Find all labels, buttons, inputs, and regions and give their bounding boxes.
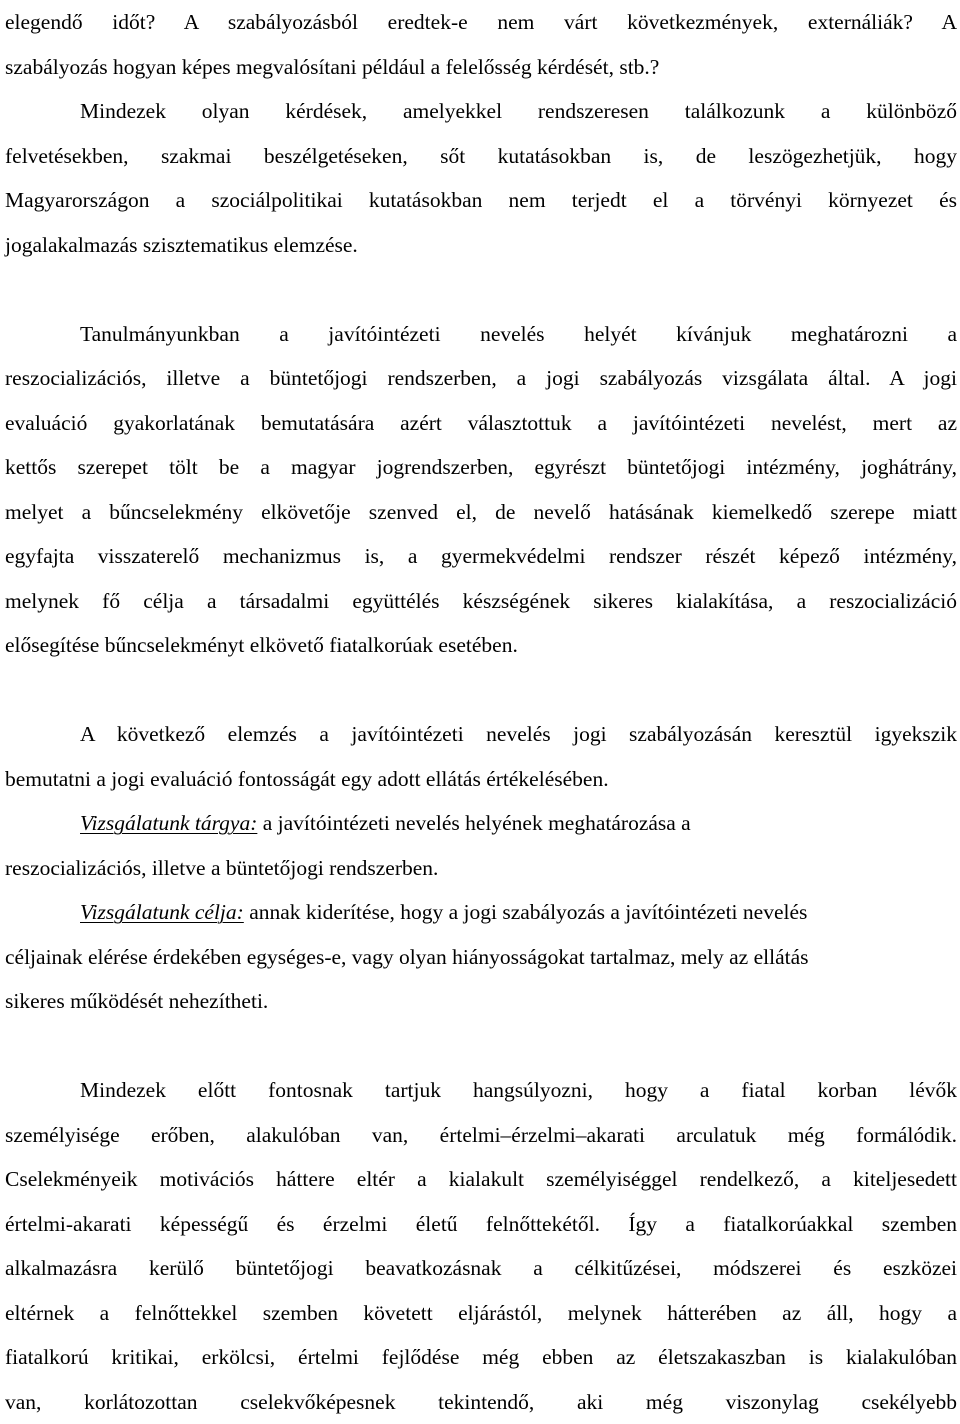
subject-label: Vizsgálatunk tárgya: [80,811,257,835]
paragraph-spacer [5,1024,957,1069]
paragraph-7 [5,1068,957,1424]
paragraph-2 [5,89,957,267]
text-line: egyfajta visszaterelő mechanizmus is, a gyermekvédelmi rendszer részét képező intézmény, [5,534,957,579]
paragraph-5 [5,801,957,890]
subject-text: a javítóintézeti nevelés helyének meghatározása a [257,811,690,835]
paragraph-spacer [5,267,957,312]
text-line: jogalakalmazás szisztematikus elemzése. [5,223,957,268]
paragraph-1 [5,0,957,89]
text-line [5,801,957,846]
text-line: elegendő időt? A szabályozásból eredtek-e nem várt következmények, externáliák? A [5,0,957,45]
text-line: céljainak elérése érdekében egységes-e, vagy olyan hiányosságokat tartalmaz, mely az ellátás [5,935,957,980]
text-line: eltérnek a felnőttekkel szemben követett eljárástól, melynek hátterében az áll, hogy a [5,1291,957,1336]
paragraph-4 [5,712,957,801]
text-line: fiatalkorú kritikai, erkölcsi, értelmi fejlődése még ebben az életszakaszban is kialakulóban [5,1335,957,1380]
text-line: értelmi-akarati képességű és érzelmi életű felnőttekétől. Így a fiatalkorúakkal szemben [5,1202,957,1247]
text-line: evaluáció gyakorlatának bemutatására azért választottuk a javítóintézeti nevelést, mert az [5,401,957,446]
document-page [5,0,957,1424]
text-line: személyisége erőben, alakulóban van, értelmi–érzelmi–akarati arculatuk még formálódik. [5,1113,957,1158]
text-line: kettős szerepet tölt be a magyar jogrendszerben, egyrészt büntetőjogi intézmény, joghátrány, [5,445,957,490]
text-line: felvetésekben, szakmai beszélgetéseken, sőt kutatásokban is, de leszögezhetjük, hogy [5,134,957,179]
text-line: A következő elemzés a javítóintézeti nevelés jogi szabályozásán keresztül igyekszik [5,712,957,757]
goal-label: Vizsgálatunk célja: [80,900,244,924]
paragraph-6 [5,890,957,1024]
text-line: Mindezek olyan kérdések, amelyekkel rendszeresen találkozunk a különböző [5,89,957,134]
text-line: van, korlátozottan cselekvőképesnek tekintendő, aki még viszonylag csekélyebb [5,1380,957,1424]
text-line: melynek fő célja a társadalmi együttélés készségének sikeres kialakítása, a reszocializáció [5,579,957,624]
paragraph-spacer [5,668,957,713]
text-line: Tanulmányunkban a javítóintézeti nevelés helyét kívánjuk meghatározni a [5,312,957,357]
text-line: reszocializációs, illetve a büntetőjogi rendszerben, a jogi szabályozás vizsgálata által. A jogi [5,356,957,401]
goal-text: annak kiderítése, hogy a jogi szabályozás a javítóintézeti nevelés [244,900,808,924]
text-line [5,890,957,935]
text-line: Cselekményeik motivációs háttere eltér a kialakult személyiséggel rendelkező, a kiteljesedett [5,1157,957,1202]
text-line: elősegítése bűncselekményt elkövető fiatalkorúak esetében. [5,623,957,668]
paragraph-3 [5,312,957,668]
text-line: Magyarországon a szociálpolitikai kutatásokban nem terjedt el a törvényi környezet és [5,178,957,223]
text-line: szabályozás hogyan képes megvalósítani például a felelősség kérdését, stb.? [5,45,957,90]
text-line: alkalmazásra kerülő büntetőjogi beavatkozásnak a célkitűzései, módszerei és eszközei [5,1246,957,1291]
text-line: Mindezek előtt fontosnak tartjuk hangsúlyozni, hogy a fiatal korban lévők [5,1068,957,1113]
text-line: sikeres működését nehezítheti. [5,979,957,1024]
text-line: reszocializációs, illetve a büntetőjogi rendszerben. [5,846,957,891]
text-line: bemutatni a jogi evaluáció fontosságát egy adott ellátás értékelésében. [5,757,957,802]
text-line: melyet a bűncselekmény elkövetője szenved el, de nevelő hatásának kiemelkedő szerepe miatt [5,490,957,535]
